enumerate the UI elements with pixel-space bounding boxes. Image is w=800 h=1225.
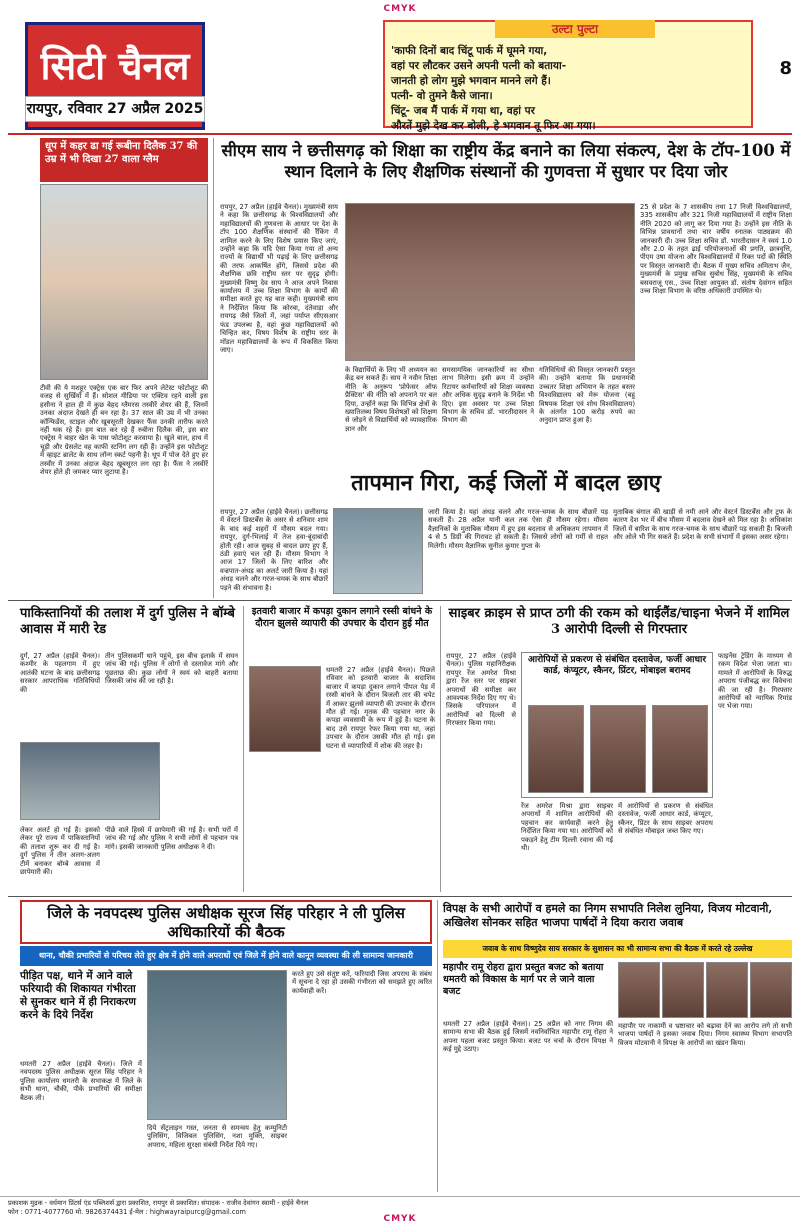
ulta-pulta-box [383, 20, 753, 132]
market-body: धमतरी 27 अप्रैल (हाईवे चैनल)। पिछले रविवार को इतवारी बाजार के सदाशिव बाजार में कपड़ा दुकान लगाने पीपल पेड़ में रस्सी बांधने के दौरान बिजली तार की चपेट में आकर झुलसे व्यापारी की उपचार के दौरान मौत हो गई। मृतक की पहचान नगर के कपड़ा व्यवसायी के रूप में हुई है। घटना के बाद उसे रायपुर रेफर किया गया था, जहां उपचार के दौरान उसकी मौत हो गई। इस घटना से व्यापारियों में शोक की लहर है। [326, 666, 435, 750]
meeting-photo [345, 203, 635, 361]
councillor-photo-1 [618, 962, 660, 1018]
sp-strip: थाना, चौकी प्रभारियों से परिचय लेते हुए क्षेत्र में होने वाले अपराधों एवं जिले में होने वाले कानून व्यवस्था की ली सामान्य जानकारी [20, 946, 432, 966]
column-divider [213, 138, 214, 598]
police-headline: पाकिस्तानियों की तलाश में दुर्ग पुलिस ने बॉम्बे आवास में मारी रेड [20, 606, 235, 638]
cyber-col4: फाइनेंस ट्रेडिंग के माध्यम से रकम विदेश भेजा जाता था। मामले में आरोपियों के विरुद्ध अपराध पंजीबद्ध कर विवेचना की जा रही है। गिरफ्तार आरोपियों को न्यायिक रिमांड पर भेजा गया। [718, 652, 792, 711]
ulta-line: पत्नी- वो तुमने कैसे जाना। [391, 90, 493, 102]
cyber-col3: में आरोपियों से प्रकरण से संबंधित दस्तावेज, फर्जी आधार कार्ड, कंप्यूटर, स्कैनर, प्रिंटर के साथ साइबर अपराध से संबंधित मोबाइल जब्त किए गए। [618, 802, 713, 836]
ulta-line: वहां पर लौटकर उसने अपनी पत्नी को बताया- [391, 60, 567, 72]
rubina-photo [40, 184, 208, 380]
cyber-inset [521, 652, 713, 798]
column-divider [440, 606, 441, 892]
lead-headline: सीएम साय ने छत्तीसगढ़ को शिक्षा का राष्ट्रीय केंद्र बनाने का लिया संकल्प, देश के टॉप-100 में स्थान दिलाने के लिए शैक्षणिक संस्थानों की गुणवत्ता में सुधार पर दिया जोर [221, 141, 791, 181]
sp-headline: जिले के नवपदस्थ पुलिस अधीक्षक सूरज सिंह परिहार ने ली पुलिस अधिकारियों की बैठक [47, 904, 405, 941]
accused-photo-2 [590, 705, 646, 793]
opposition-col1: धमतरी 27 अप्रैल (हाईवे चैनल)। 25 अप्रैल को नगर निगम की सामान्य सभा की बैठक हुई जिसमें नवनिर्वाचित महापौर रामू रोहरा ने अपना पहला बजट प्रस्तुत किया। बजट पर चर्चा के दौरान विपक्ष ने कई मुद्दे उठाए। [443, 1020, 613, 1054]
police-col4: पीछे वाले हिस्से में छापेमारी की गई है। सभी घरों में जांच की गई और पुलिस ने सभी लोगों से पहचान पत्र मांगे। इसकी जानकारी पुलिस अधीक्षक ने दी। [105, 826, 238, 851]
accused-photo-1 [528, 705, 584, 793]
ulta-line: चिंटू- जब मैं पार्क में गया था, वहां पर [391, 105, 535, 117]
weather-headline: तापमान गिरा, कई जिलों में बादल छाए [351, 470, 661, 496]
masthead-title: सिटी चैनल [40, 43, 190, 88]
sidebar-headline: धूप में कहर ढा गई रूबीना दिलैक 37 की उम्र में भी दिखा 27 वाला ग्लैम [45, 141, 198, 165]
lead-col1: रायपुर, 27 अप्रैल (हाईवे चैनल)। मुख्यमंत्री साय ने कहा कि छत्तीसगढ़ के विश्वविद्यालयों और महाविद्यालयों की गुणवत्ता के आधार पर देश के टॉप 100 शैक्षणिक संस्थानों की रैंकिंग में शामिल करने के लिए विशेष प्रयास किए जाएं, उन्होंने कहा कि यदि ऐसा किया गया तो अन्य राज्यों के विद्यार्थी भी पढ़ाई के लिए छत्तीसगढ़ की तरफ आकर्षित होंगे, जिससे प्रदेश की शैक्षणिक छवि राष्ट्रीय स्तर पर सुदृढ़ होगी। मुख्यमंत्री विष्णु देव साय ने आज अपने निवास कार्यालय में उच्च शिक्षा विभाग के कार्यों की समीक्षा करते हुए यह बात कही। मुख्यमंत्री साय ने निर्देशित किया कि कोरबा, दंतेवाड़ा और रायगढ़ जैसे जिलों में, जहां पर्याप्त सीएसआर फंड उपलब्ध है, वहां कुछ महाविद्यालयों को चिन्हित कर, विषय विशेष के राष्ट्रीय स्तर के मॉडल महाविद्यालयों के रूप में विकसित किया जाए। [220, 203, 338, 354]
weather-col2: जारी किया है। यहां अंधड़ चलने और गरज-चमक के साथ बौछारें पड़ सकती हैं। 28 अप्रैल यानी कल तक ऐसा ही मौसम रहेगा। मौसम वैज्ञानिकों के मुताबिक मौसम में हुए इस बदलाव से अधिकतम तापमान में 4 से 5 डिग्री की गिरावट हो सकती है। जिससे लोगों को गर्मी से राहत मिलेगी। मौसम वैज्ञानिक सुनील कुमार गुप्ता के [428, 508, 608, 550]
sp-headline-box [20, 900, 432, 944]
police-col2: तीन पुलिसकर्मी थाने पहुंचे, इस बीच इलाके में सघन जांच की गई। पुलिस ने लोगों से दस्तावेज मांगे और पूछताछ की। कुछ लोगों ने स्वयं को बाहरी बताया जिसकी जांच की जा रही है। [105, 652, 238, 686]
police-col3: लेकर अलर्ट हो गई है। इसको लेकर पूरे राज्य में पाकिस्तानियों की तलाश शुरू कर दी गई है। दुर्ग पुलिस ने तीन अलग-अलग टीमें बनाकर बॉम्बे आवास में छापेमारी की। [20, 826, 100, 877]
cmyk-registration-bottom: CMYK [383, 1214, 417, 1224]
sp-meeting-photo [147, 970, 287, 1120]
councillor-photo-4 [750, 962, 792, 1018]
cloud-photo [333, 508, 423, 594]
lead-col2: के विद्यार्थियों के लिए भी अध्ययन का केंद्र बन सकते हैं। साय ने नवीन शिक्षा नीति के अनुरूप 'प्रोफेसर ऑफ प्रैक्टिस' की नीति को अपनाने पर बल दिया, उन्होंने कहा कि विभिन्न क्षेत्रों के ख्यातिलब्ध विषय विशेषज्ञों को शिक्षण से जोड़ने से विद्यार्थियों को व्यावहारिक ज्ञान और [345, 366, 437, 433]
councillor-photo-3 [706, 962, 748, 1018]
opposition-sub-headline: महापौर रामू रोहरा द्वारा प्रस्तुत बजट को बताया धमतरी को विकास के मार्ग पर ले जाने वाला बजट [443, 962, 604, 997]
cyber-headline: साइबर क्राइम से प्राप्त ठगी की रकम को थाईलैंड/चाइना भेजने में शामिल 3 आरोपी दिल्ली से गिरफ्तार [448, 606, 790, 638]
lower-divider [8, 896, 792, 897]
dateline: रायपुर, रविवार 27 अप्रैल 2025 [25, 96, 205, 122]
market-headline: इतवारी बाजार में कपड़ा दुकान लगाने रस्सी बांधने के दौरान झुलसे व्यापारी की उपचार के दौरान हुई मौत [251, 606, 433, 629]
mid-divider [8, 600, 792, 601]
ulta-pulta-body [391, 44, 745, 134]
sp-col3: करते हुए उसे संतुष्ट करें, फरियादी जिस अपराध के संबंध में सूचना दे रहा हो उसकी गंभीरता को समझते हुए त्वरित कार्यवाही करें। [292, 970, 432, 995]
sidebar-headline-box [40, 138, 208, 182]
trader-photo [249, 666, 321, 752]
opposition-strip: जवाब के साथ विष्णुदेव साय सरकार के सुशासन का भी सामान्य सभा की बैठक में करते रहे उल्लेख [443, 940, 792, 958]
top-divider [8, 133, 792, 135]
ulta-pulta-heading: उल्टा पुल्टा [495, 20, 655, 38]
imprint-line-2: फोन : 0771-4077760 मो. 9826374431 ई-मेल : highwayraipurcg@gmail.com [8, 1208, 246, 1216]
cyber-inset-heading: आरोपियों से प्रकरण से संबंधित दस्तावेज, फर्जी आधार कार्ड, कंप्यूटर, स्कैनर, प्रिंटर, मोबाइल बरामद [528, 655, 706, 677]
imprint-line-1: प्रकाशक मुद्रक - वर्धमान प्रिंटर्स एंड पब्लिशर्स द्वारा प्रकाशित, रायपुर से प्रकाशित। संपादक - राजीव देवांगन स्वामी - हाईवे चैनल [8, 1199, 309, 1207]
accused-photo-3 [652, 705, 708, 793]
page-number: 8 [779, 58, 792, 79]
column-divider [437, 900, 438, 1192]
raid-photo [20, 742, 160, 820]
sidebar-body: टीवी की ये मशहूर एक्ट्रेस एक बार फिर अपने लेटेस्ट फोटोशूट की वजह से सुर्खियों में हैं। सोशल मीडिया पर एक्टिव रहने वाली इस हसीना ने हाल ही में कुछ बेहद ग्लैमरस तस्वीरें शेयर की हैं, जिनमें उनका अंदाज देखते ही बन रहा है। 37 साल की उम्र में भी उनका कॉन्फिडेंस, स्टाइल और खूबसूरती देखकर फैंस उनकी तारीफ करते नहीं थक रहे हैं। हम बात कर रहे हैं रुबीना दिलैक की, इस बार एक्ट्रेस ने बाहर खेत के पास फोटोशूट करवाया है। खुले बाल, हाथ में चूड़ी और ग्रेसलेट वह काफी स्टनिंग लग रही हैं। उन्होंने इस फोटोशूट में व्हाइट ब्रालेट के साथ लॉन्ग स्कर्ट पहनी है। धूप में पोज देते हुए हर तस्वीर में उनका अंदाज बेहद खूबसूरत लग रहा है। फैंस ने तस्वीरें शेयर होते ही जमकर प्यार लुटाया है। [40, 384, 208, 477]
ulta-line: जानती हो लोग मुझे भगवान मानने लगे हैं। [391, 75, 551, 87]
weather-col1: रायपुर, 27 अप्रैल (हाईवे चैनल)। छत्तीसगढ़ में वेस्टर्न डिस्टर्बेंस के असर से शनिवार शाम के बाद कई शहरों में मौसम बदल गया। रायपुर, दुर्ग-भिलाई में तेज हवा-बूंदाबांदी होती रही। आज सुबह से बादल छाए हुए हैं, ठंडी हवाएं चल रही हैं। मौसम विभाग ने आज 17 जिलों के लिए बारिश और वज्रपात-अंधड़ का अलर्ट जारी किया है। यहां अंधड़ चलने और गरज-चमक के साथ बौछारें पड़ने की संभावना है। [220, 508, 328, 592]
cyber-col1: रायपुर, 27 अप्रैल (हाईवे चैनल)। पुलिस महानिरीक्षक रायपुर रेंज अमरेश मिश्रा द्वारा रेंज स्तर पर साइबर अपराधों की समीक्षा कर आवश्यक निर्देश दिए गए थे। जिसके परिपालन में आरोपियों को दिल्ली से गिरफ्तार किया गया। [446, 652, 516, 728]
lead-col3: समसामयिक जानकारियों का सीधा लाभ मिलेगा। इसी क्रम में उन्होंने रिटायर कर्मचारियों को शिक्षा व्यवस्था और अधिक सुदृढ़ बनाने के निर्देश भी दिए। इस अवसर पर उच्च शिक्षा विभाग के सचिव डॉ. भारतीदासन ने विभाग की [442, 366, 534, 425]
opposition-headline: विपक्ष के सभी आरोपों व हमले का निगम सभापति निलेश लुनिया, विजय मोटवानी, अखिलेश सोनकर सहित भाजपा पार्षदों ने दिया करारा जवाब [443, 902, 773, 929]
cyber-col2: रेंज अमरेश मिश्रा द्वारा साइबर अपराधों में शामिल आरोपियों की पहचान कर कार्यवाही करने हेतु निर्देशित किया गया था। आरोपियों को पकड़ने हेतु टीम दिल्ली रवाना की गई थी। [521, 802, 613, 853]
cmyk-registration-top: CMYK [383, 4, 417, 14]
column-divider [243, 606, 244, 892]
ulta-line: औरतें मुझे देख कर बोली, हे भगवान तू फिर आ गया। [391, 120, 596, 132]
weather-col3: मुताबिक बंगाल की खाड़ी से नमी आने और वेस्टर्न डिस्टर्बेंस और ट्रफ के कारण देश भर में बीच मौसम में बदलाव देखने को मिल रहा है। अधिकांश जिलों में बारिश के साथ गरज-चमक के साथ बौछारें पड़ सकती हैं। बिजली और ओले भी गिर सकते हैं। प्रदेश के सभी संभागों में इसका असर रहेगा। [613, 508, 792, 542]
lead-col4: गतिविधियों की विस्तृत जानकारी प्रस्तुत की। उन्होंने बताया कि प्रधानमंत्री उच्चतर शिक्षा अभियान के तहत बस्तर विश्वविद्यालय को मेरू योजना (बहु विषयक शिक्षा एवं शोध विश्वविद्यालय) के अंतर्गत 100 करोड़ रुपये का अनुदान प्राप्त हुआ है। [539, 366, 635, 425]
ulta-line: 'काफी दिनों बाद चिंटू पार्क में घूमने गया, [391, 45, 548, 57]
councillor-photo-2 [662, 962, 704, 1018]
sp-col2: दिये सेंट्रलाइन गस्त, जनता से समन्वय हेतु कम्युनिटी पुलिसिंग, विजिबल पुलिसिंग, नशा मुक्ति, साइबर अपराध, महिला सुरक्षा संबंधी निर्देश दिये गए। [147, 1124, 287, 1149]
lead-col5: 25 से प्रदेश के 7 शासकीय तथा 17 निजी विश्वविद्यालयों, 335 शासकीय और 321 निजी महाविद्यालयों में राष्ट्रीय शिक्षा नीति 2020 को लागू कर दिया गया है। उन्होंने इस नीति के विभिन्न प्रावधानों तथा चार वर्षीय स्नातक पाठ्यक्रम की जानकारी दी। उच्च शिक्षा सचिव डॉ. भारतीदासन ने स्वयं 1.0 और 2.0 के तहत ढ़ाई परियोजनाओं की प्रगति, छात्रवृत्ति, पीएम उषा योजना और विश्वविद्यालयों में रिक्त पदों की स्थिति पर विस्तृत जानकारी दी। बैठक में मुख्य सचिव अमिताभ जैन, मुख्यमंत्री के प्रमुख सचिव सुबोध सिंह, मुख्यमंत्री के सचिव बसवराजू एस., उच्च शिक्षा आयुक्त डॉ. संतोष देवांगन सहित उच्च शिक्षा विभाग के वरिष्ठ अधिकारी उपस्थित थे। [640, 203, 792, 296]
sp-sub-headline: पीड़ित पक्ष, थाने में आने वाले फरियादी की शिकायत गंभीरता से सुनकर थाने में ही निराकरण करने के दिये निर्देश [20, 970, 137, 1022]
sp-col1: धमतरी 27 अप्रैल (हाईवे चैनल)। जिले में नवपदस्थ पुलिस अधीक्षक सूरज सिंह परिहार ने पुलिस कार्यालय धमतरी के सभाकक्ष में जिले के सभी थाना, चौकी, पीके प्रभारियों की समीक्षा बैठक ली। [20, 1060, 142, 1102]
police-col1: दुर्ग, 27 अप्रैल (हाईवे चैनल)। कश्मीर के पहलगाम में हुए आतंकी घटना के बाद छत्तीसगढ़ सरकार आपराधिक गतिविधियों की [20, 652, 100, 694]
opposition-col2: महापौर पर नाकामी व भ्रष्टाचार को बढ़ावा देने का आरोप लगे तो सभी भाजपा पार्षदों ने इसका जवाब दिया। निगम स्वास्थ्य विभाग सभापति विजय मोटवानी ने विपक्ष के आरोपों का खंडन किया। [618, 1022, 792, 1047]
